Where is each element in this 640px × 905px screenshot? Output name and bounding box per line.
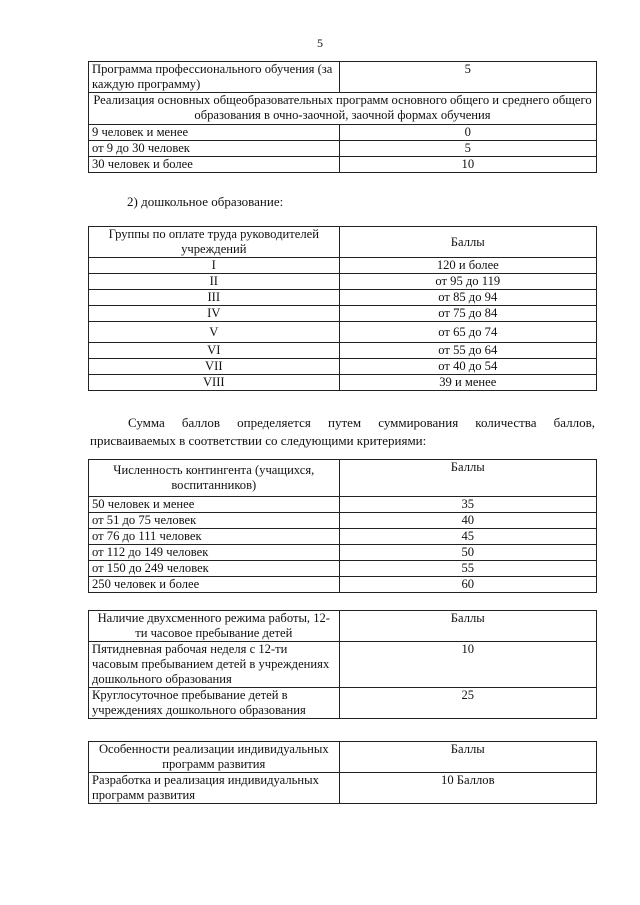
- group-cell: VIII: [89, 375, 340, 391]
- criteria-paragraph: [90, 414, 595, 450]
- group-cell: II: [89, 274, 340, 290]
- row-value: 40: [339, 513, 596, 529]
- row-label: от 150 до 249 человек: [89, 561, 340, 577]
- table-header-row: [89, 460, 597, 497]
- row-value: 55: [339, 561, 596, 577]
- table-header-row: [89, 227, 597, 258]
- row-value: 10: [339, 642, 596, 688]
- paragraph-line: присваиваемых в соответствии со следующими критериями:: [90, 433, 427, 448]
- column-header: Особенности реализации индивидуальных программ развития: [89, 742, 340, 773]
- table-row: [89, 773, 597, 804]
- group-cell: IV: [89, 306, 340, 322]
- points-cell: от 75 до 84: [339, 306, 596, 322]
- column-header: Баллы: [339, 742, 596, 773]
- table-row: [89, 125, 597, 141]
- group-cell: III: [89, 290, 340, 306]
- row-label: от 9 до 30 человек: [89, 141, 340, 157]
- table-row: [89, 157, 597, 173]
- row-value: 60: [339, 577, 596, 593]
- row-value: 25: [339, 688, 596, 719]
- column-header: Группы по оплате труда руководителей учреждений: [89, 227, 340, 258]
- column-header: Баллы: [339, 227, 596, 258]
- contingent-table: [88, 459, 597, 593]
- row-value: 0: [339, 125, 596, 141]
- row-label: Программа профессионального обучения (за каждую программу): [89, 62, 340, 93]
- table-row: [89, 274, 597, 290]
- table-row: [89, 343, 597, 359]
- table-row: [89, 529, 597, 545]
- points-cell: от 65 до 74: [339, 322, 596, 343]
- row-value: 50: [339, 545, 596, 561]
- row-label: 50 человек и менее: [89, 497, 340, 513]
- preschool-heading: 2) дошкольное образование:: [127, 194, 284, 209]
- table-row: [89, 375, 597, 391]
- row-label: Пятидневная рабочая неделя с 12-ти часовым пребыванием детей в учреждениях дошкольного образования: [89, 642, 340, 688]
- pay-groups-table: [88, 226, 597, 391]
- column-header: Численность контингента (учащихся, воспитанников): [89, 460, 340, 497]
- table-row: [89, 306, 597, 322]
- row-label: от 76 до 111 человек: [89, 529, 340, 545]
- group-cell: VII: [89, 359, 340, 375]
- points-cell: от 55 до 64: [339, 343, 596, 359]
- column-header: Наличие двухсменного режима работы, 12-ти часовое пребывание детей: [89, 611, 340, 642]
- group-cell: VI: [89, 343, 340, 359]
- points-cell: 120 и более: [339, 258, 596, 274]
- table-row: [89, 141, 597, 157]
- row-label: от 51 до 75 человек: [89, 513, 340, 529]
- row-value: 10: [339, 157, 596, 173]
- section-header-row: [89, 93, 597, 125]
- table-row: [89, 642, 597, 688]
- table-row: [89, 62, 597, 93]
- row-label: Круглосуточное пребывание детей в учреждениях дошкольного образования: [89, 688, 340, 719]
- row-label: Разработка и реализация индивидуальных программ развития: [89, 773, 340, 804]
- page-number: 5: [317, 36, 323, 50]
- column-header: Баллы: [339, 611, 596, 642]
- points-cell: 39 и менее: [339, 375, 596, 391]
- table-row: [89, 497, 597, 513]
- table-row: [89, 290, 597, 306]
- row-value: 35: [339, 497, 596, 513]
- group-cell: I: [89, 258, 340, 274]
- row-label: 250 человек и более: [89, 577, 340, 593]
- group-cell: V: [89, 322, 340, 343]
- table-row: [89, 258, 597, 274]
- table-header-row: [89, 611, 597, 642]
- row-value: 45: [339, 529, 596, 545]
- table-row: [89, 513, 597, 529]
- individual-programs-table: [88, 741, 597, 804]
- table-row: [89, 322, 597, 343]
- shift-mode-table: [88, 610, 597, 719]
- table-row: [89, 561, 597, 577]
- table-row: [89, 577, 597, 593]
- row-label: 30 человек и более: [89, 157, 340, 173]
- paragraph-line: Сумма баллов определяется путем суммирования количества баллов,: [128, 415, 595, 430]
- row-value: 10 Баллов: [339, 773, 596, 804]
- section-header: Реализация основных общеобразовательных программ основного общего и среднего общего образования в очно-заочной, заочной формах обучения: [89, 93, 597, 125]
- row-label: от 112 до 149 человек: [89, 545, 340, 561]
- table-row: [89, 688, 597, 719]
- general-education-table: [88, 61, 597, 173]
- table-row: [89, 359, 597, 375]
- points-cell: от 95 до 119: [339, 274, 596, 290]
- table-header-row: [89, 742, 597, 773]
- column-header: Баллы: [339, 460, 596, 497]
- table-row: [89, 545, 597, 561]
- points-cell: от 85 до 94: [339, 290, 596, 306]
- row-value: 5: [339, 62, 596, 93]
- row-label: 9 человек и менее: [89, 125, 340, 141]
- points-cell: от 40 до 54: [339, 359, 596, 375]
- row-value: 5: [339, 141, 596, 157]
